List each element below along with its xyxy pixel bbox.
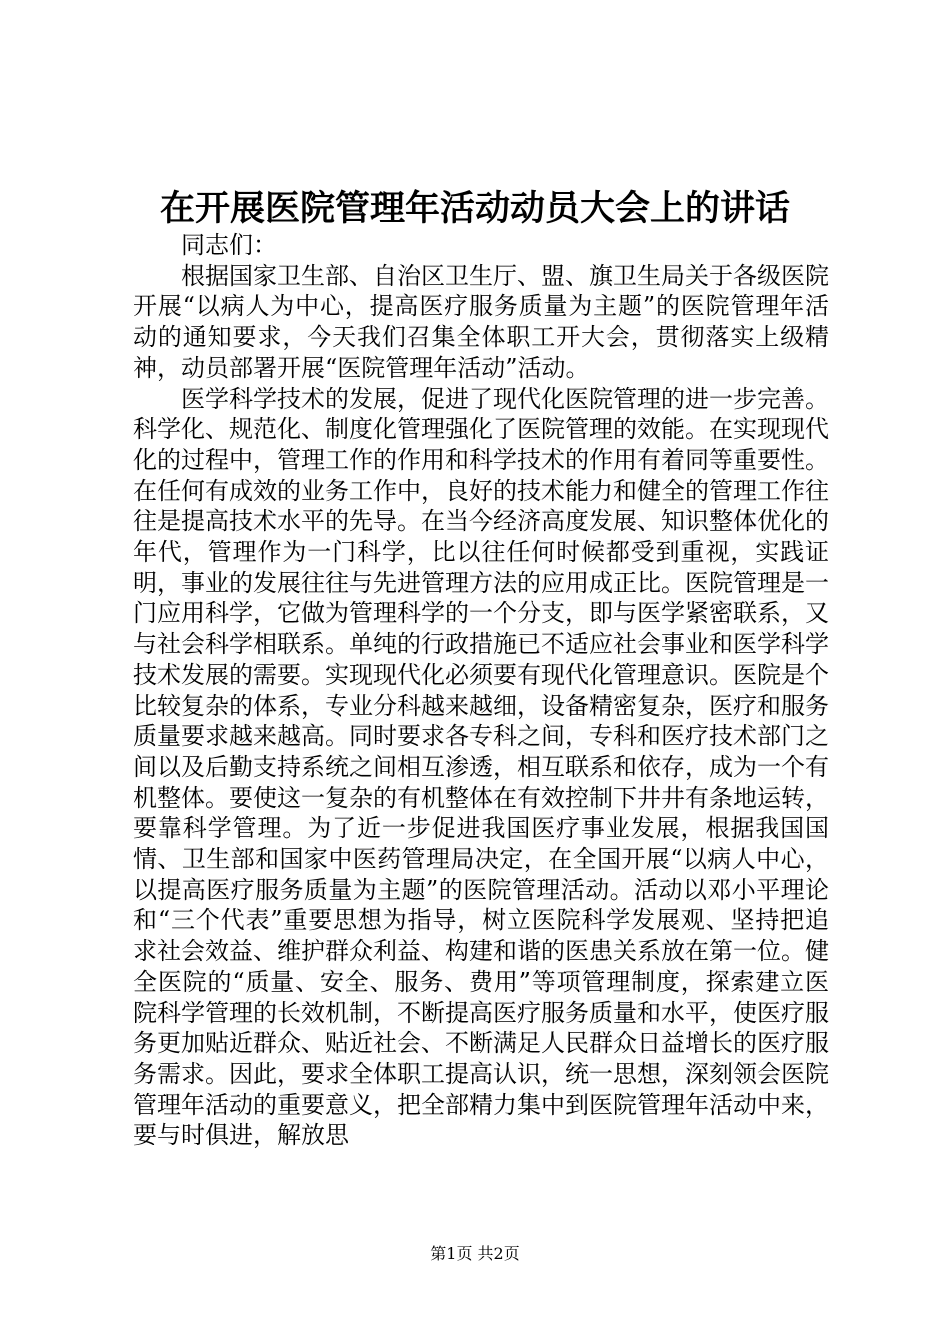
document-title: 在开展医院管理年活动动员大会上的讲话 — [159, 188, 790, 229]
paragraph-2: 医学科学技术的发展，促进了现代化医院管理的进一步完善。科学化、规范化、制度化管理强化了医院管理的效能。在实现现代化的过程中，管理工作的作用和科学技术的作用有着同等重要性。在任何有成效的业务工作中，良好的技术能力和健全的管理工作往往是提高技术水平的先导。在当今经济高度发展、知识整体优化的年代，管理作为一门科学，比以往任何时候都受到重视，实践证明，事业的发展往往与先进管理方法的应用成正比。医院管理是一门应用科学，它做为管理科学的一个分支，即与医学紧密联系，又与社会科学相联系。单纯的行政措施已不适应社会事业和医学科学技术发展的需要。实现现代化必须要有现代化管理意识。医院是个比较复杂的体系，专业分科越来越细，设备精密复杂，医疗和服务质量要求越来越高。同时要求各专科之间，专科和医疗技术部门之间以及后勤支持系统之间相互渗透，相互联系和依存，成为一个有机整体。要使这一复杂的有机整体在有效控制下井井有条地运转，要靠科学管理。为了近一步促进我国医疗事业发展，根据我国国情、卫生部和国家中医药管理局决定，在全国开展“以病人中心，以提高医疗服务质量为主题”的医院管理活动。活动以邓小平理论和“三个代表”重要思想为指导，树立医院科学发展观、坚持把追求社会效益、维护群众利益、构建和谐的医患关系放在第一位。健全医院的“质量、安全、服务、费用”等项管理制度，探索建立医院科学管理的长效机制，不断提高医疗服务质量和水平，使医疗服务更加贴近群众、贴近社会、不断满足人民群众日益增长的医疗服务需求。因此，要求全体职工提高认识，统一思想，深刻领会医院管理年活动的重要意义，把全部精力集中到医院管理年活动中来，要与时俱进，解放思 — [133, 384, 829, 1150]
salutation: 同志们： — [181, 231, 277, 259]
document-body — [133, 230, 829, 1151]
paragraph-1: 根据国家卫生部、自治区卫生厅、盟、旗卫生局关于各级医院开展“以病人为中心，提高医疗服务质量为主题”的医院管理年活动的通知要求，今天我们召集全体职工开大会，贯彻落实上级精神，动员部署开展“医院管理年活动”活动。 — [133, 261, 829, 382]
page-number-footer: 第1页 共2页 — [430, 1244, 520, 1263]
